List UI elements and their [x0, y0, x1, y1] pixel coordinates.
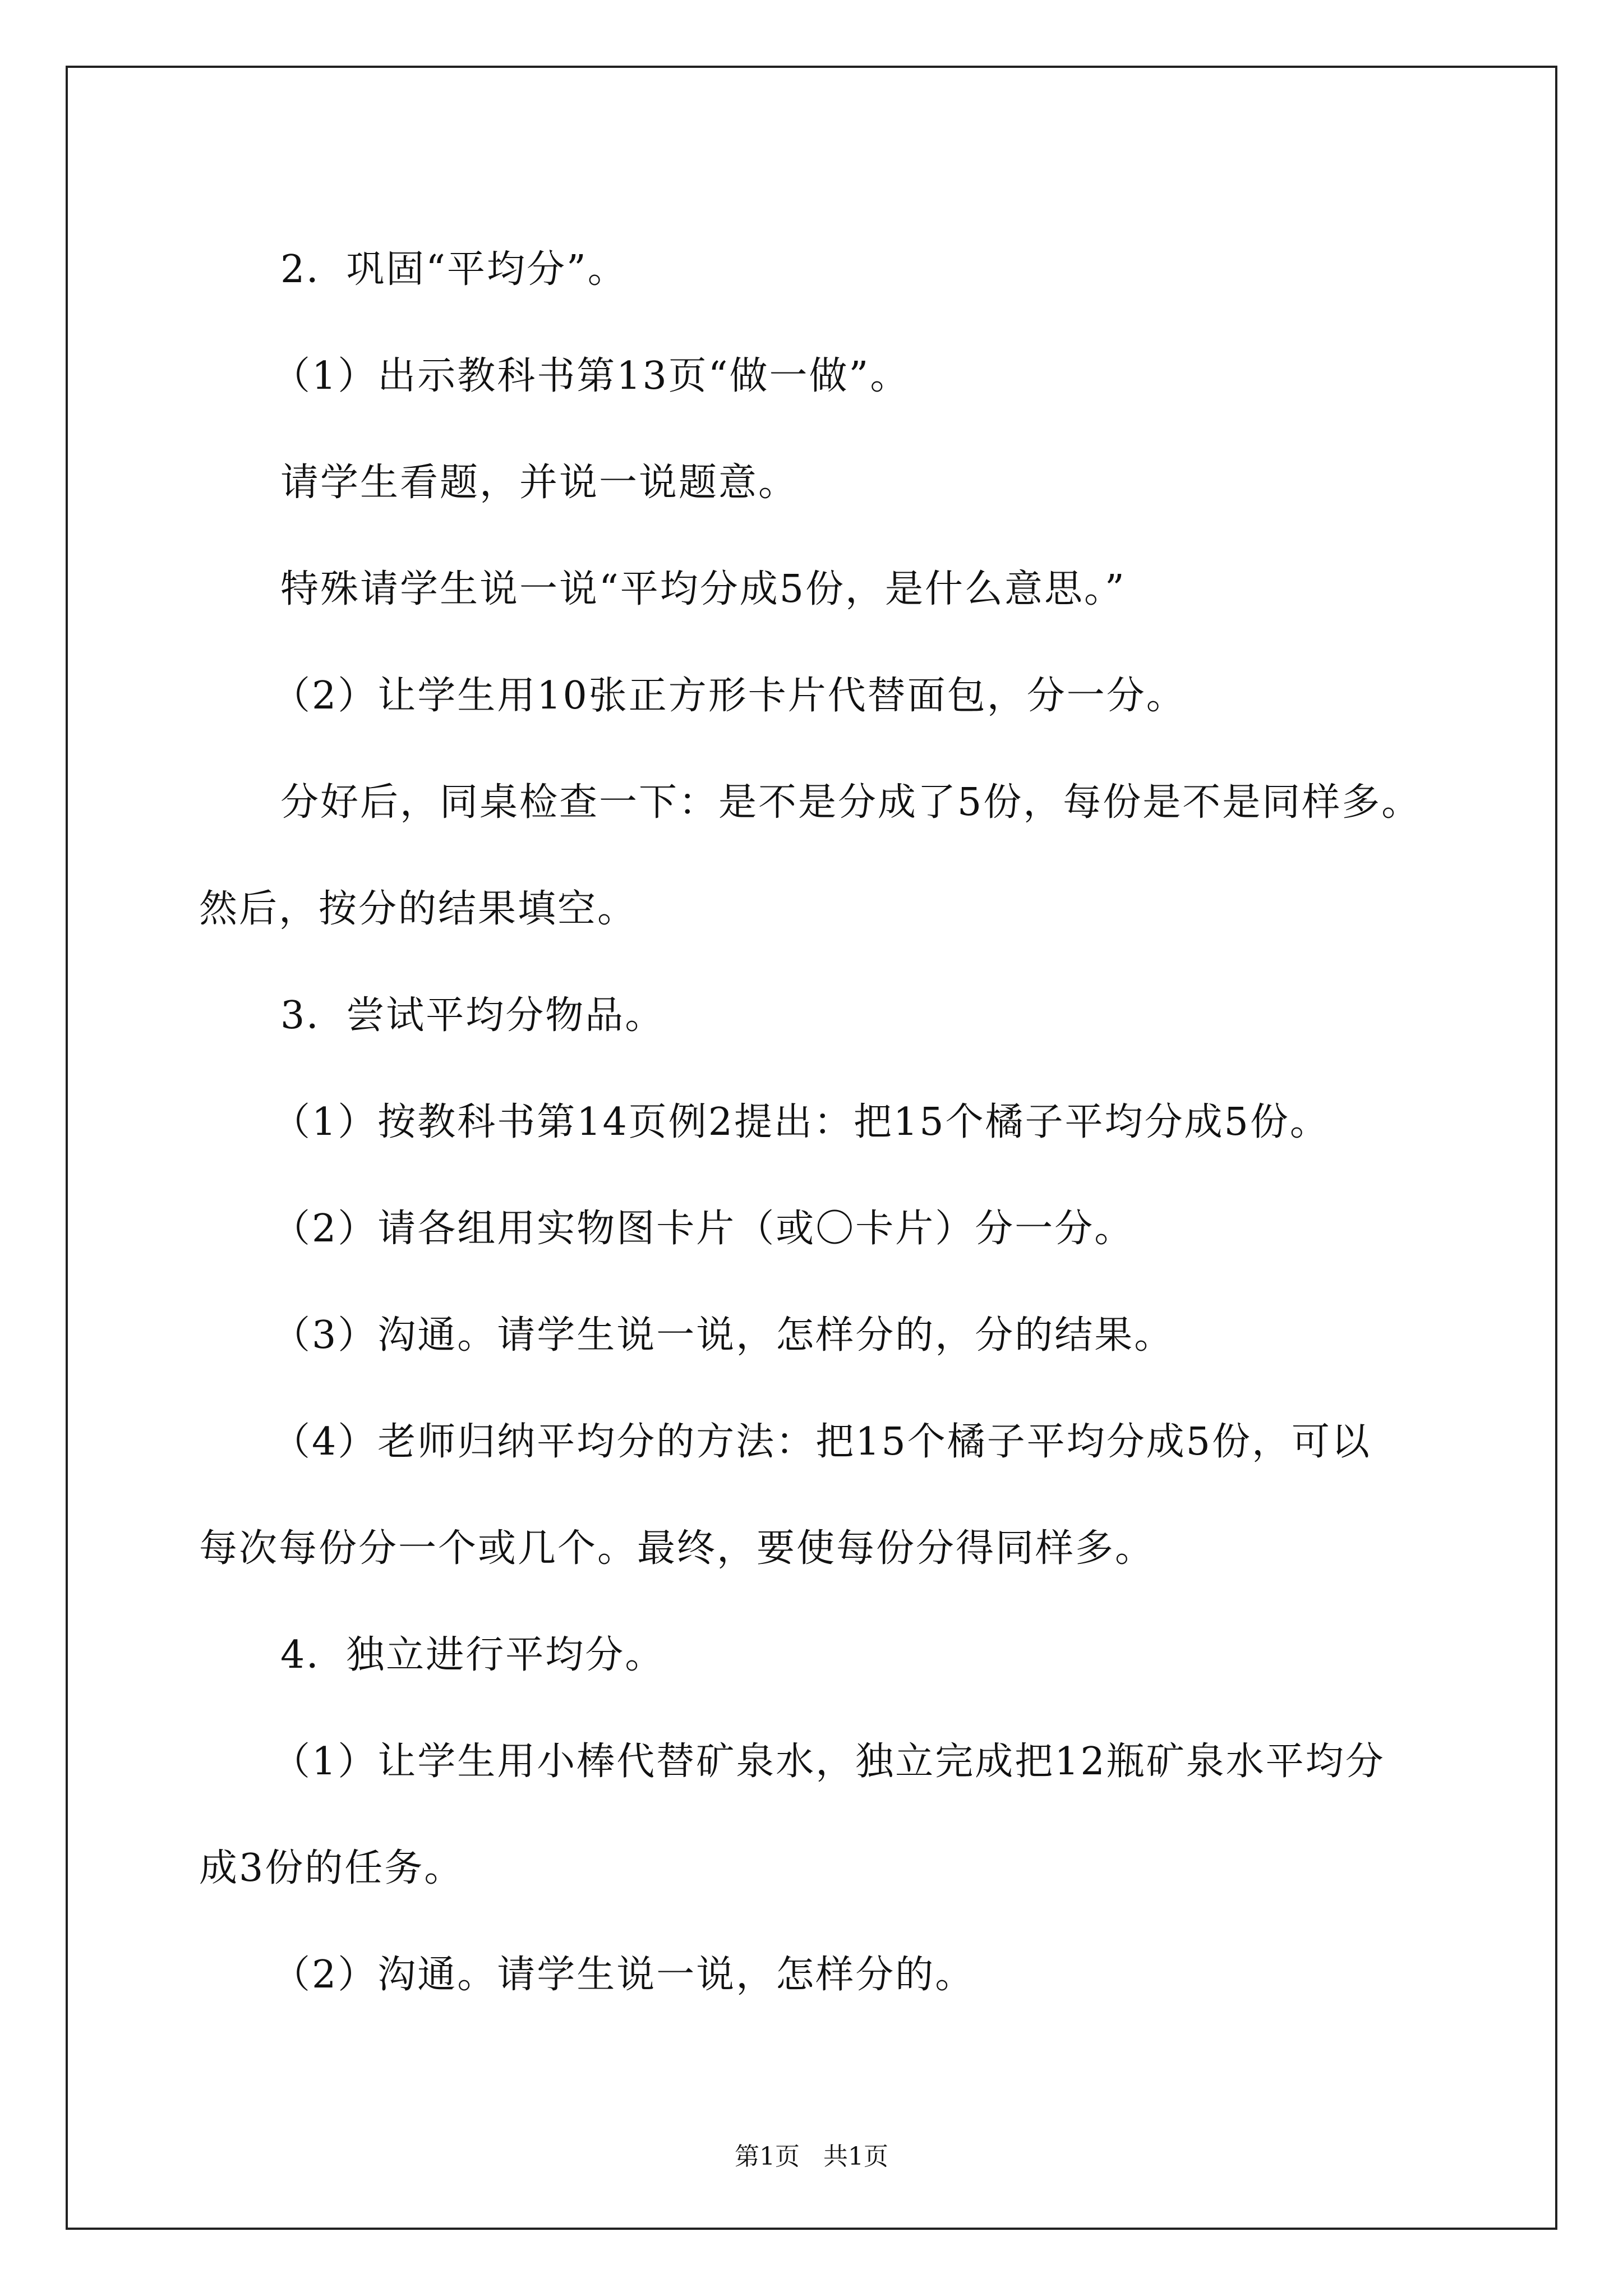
paragraph: 特殊请学生说一说“平均分成5份，是什么意思。”	[280, 567, 1126, 611]
paragraph: 分好后，同桌检查一下：是不是分成了5份，每份是不是同样多。	[280, 780, 1422, 825]
paragraph-item-4: （4）老师归纳平均分的方法：把15个橘子平均分成5份，可以	[272, 1420, 1372, 1464]
paragraph-item-2: （2）沟通。请学生说一说，怎样分的。	[272, 1953, 975, 1997]
paragraph-item-1: （1）出示教科书第13页“做一做”。	[272, 354, 910, 398]
paragraph-section-3-title: 3．尝试平均分物品。	[280, 993, 665, 1038]
paragraph: 请学生看题，并说一说题意。	[280, 461, 799, 505]
paragraph-item-1: （1）让学生用小棒代替矿泉水，独立完成把12瓶矿泉水平均分	[272, 1740, 1385, 1784]
page-number-current: 第1页	[735, 2142, 800, 2171]
document-body	[199, 217, 1489, 2028]
paragraph-item-2: （2）请各组用实物图卡片（或〇卡片）分一分。	[272, 1207, 1135, 1251]
paragraph-item-3: （3）沟通。请学生说一说，怎样分的，分的结果。	[272, 1313, 1174, 1358]
paragraph-item-2: （2）让学生用10张正方形卡片代替面包，分一分。	[272, 674, 1186, 718]
paragraph-continuation: 然后，按分的结果填空。	[199, 887, 638, 931]
paragraph-section-2-title: 2．巩固“平均分”。	[280, 247, 628, 292]
page-footer	[0, 2140, 1623, 2174]
paragraph-item-1: （1）按教科书第14页例2提出：把15个橘子平均分成5份。	[272, 1100, 1330, 1144]
paragraph-continuation: 成3份的任务。	[199, 1846, 464, 1890]
paragraph-section-4-title: 4．独立进行平均分。	[280, 1633, 665, 1677]
page-number-total: 共1页	[823, 2142, 888, 2171]
paragraph-continuation: 每次每份分一个或几个。最终，要使每份分得同样多。	[199, 1526, 1155, 1571]
